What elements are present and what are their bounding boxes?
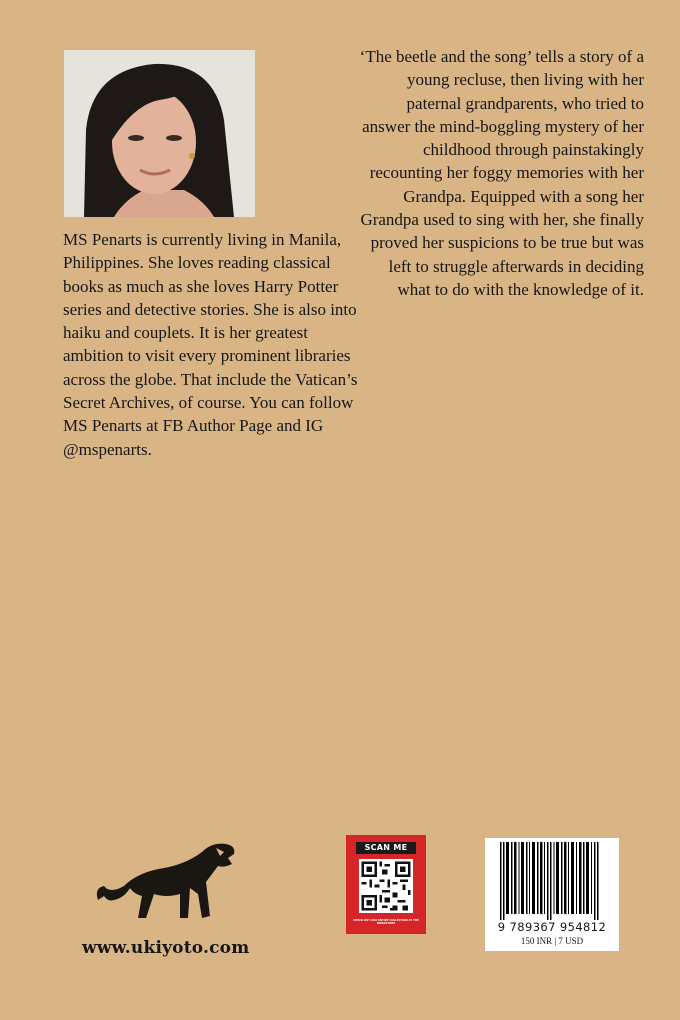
publisher-website[interactable]: www.ukiyoto.com [82, 938, 250, 958]
author-photo [64, 50, 255, 217]
isbn-number: 9 789367 954812 [497, 920, 607, 934]
book-blurb: ‘The beetle and the song’ tells a story of a young recluse, then living with her paternal grandparents, who tried to answer the mind-boggling mystery of her childhood through painstakingly recounting her foggy memories with her Grandpa. Equipped with a song her Grandpa used to sing with her, she finally proved her suspicions to be true but was left to struggle afterwards in deciding what to do with the knowledge of it. [359, 47, 644, 299]
scan-me-label: SCAN ME [356, 842, 416, 854]
author-portrait-icon [64, 50, 255, 217]
publisher-logo [94, 838, 240, 924]
barcode-icon [492, 842, 612, 920]
panther-logo-icon [94, 838, 240, 924]
isbn-barcode [485, 838, 619, 951]
book-price: 150 INR | 7 USD [520, 936, 584, 946]
qr-badge[interactable] [346, 835, 426, 934]
author-bio: MS Penarts is currently living in Manila, Philippines. She loves reading classical books as much as she loves Harry Potter series and detective stories. She is also into haiku and couplets. It is her greatest ambition to visit every prominent libraries across the globe. That include the Vatican’s Secret Archives, of course. You can follow MS Penarts at FB Author Page and IG @mspenarts. [63, 230, 358, 459]
qr-caption: CHECK OUT OUR ENTIRE COLLECTION AT THE BOOKSTORE [353, 919, 419, 926]
qr-code-icon[interactable] [359, 859, 413, 913]
